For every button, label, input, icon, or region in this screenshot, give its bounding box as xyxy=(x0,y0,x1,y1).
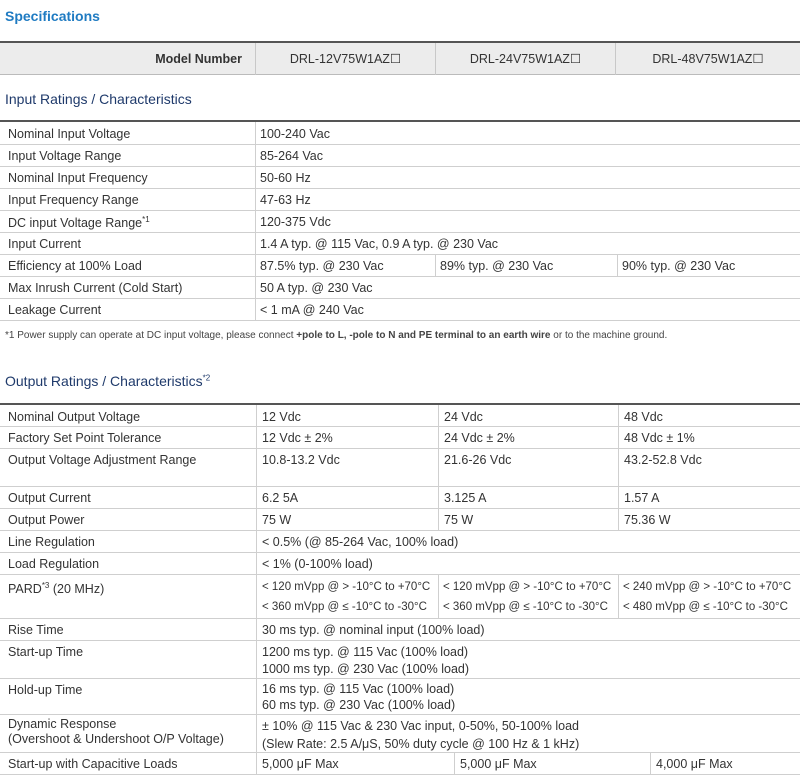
row-label: Factory Set Point Tolerance xyxy=(8,431,162,445)
row-value: 10.8-13.2 Vdc xyxy=(262,453,340,467)
input-section-title: Input Ratings / Characteristics xyxy=(5,91,192,107)
row-value: 50-60 Hz xyxy=(260,171,311,185)
row-label: Nominal Input Frequency xyxy=(8,171,148,185)
table-row xyxy=(0,449,800,487)
table-row xyxy=(0,487,800,509)
row-value: 1000 ms typ. @ 230 Vac (100% load) xyxy=(262,662,470,676)
row-label: Rise Time xyxy=(8,623,64,637)
row-value: 47-63 Hz xyxy=(260,193,311,207)
row-value: < 360 mVpp @ ≤ -10°C to -30°C xyxy=(262,601,427,613)
row-label: Line Regulation xyxy=(8,535,95,549)
row-value: < 1% (0-100% load) xyxy=(262,557,373,571)
model-12v: DRL-12V75W1AZ☐ xyxy=(289,52,402,66)
row-value: < 360 mVpp @ ≤ -10°C to -30°C xyxy=(443,601,608,613)
table-row xyxy=(0,509,800,531)
row-value: 90% typ. @ 230 Vac xyxy=(622,259,736,273)
row-value: < 240 mVpp @ > -10°C to +70°C xyxy=(623,581,792,593)
row-value: < 120 mVpp @ > -10°C to +70°C xyxy=(443,581,612,593)
row-label: DC input Voltage Range$^{*1}$ xyxy=(8,215,150,231)
row-label: Input Voltage Range xyxy=(8,149,122,163)
row-value: 89% typ. @ 230 Vac xyxy=(440,259,554,273)
table-row xyxy=(0,145,800,167)
row-value: < 0.5% (@ 85-264 Vac, 100% load) xyxy=(262,535,459,549)
row-value: 48 Vdc ± 1% xyxy=(624,431,695,445)
row-value: 4,000 μF Max xyxy=(656,757,733,771)
row-label: Load Regulation xyxy=(8,557,100,571)
row-value: 21.6-26 Vdc xyxy=(444,453,512,467)
table-row xyxy=(0,299,800,321)
row-value: 1200 ms typ. @ 115 Vac (100% load) xyxy=(262,645,469,659)
row-value: 50 A typ. @ 230 Vac xyxy=(260,281,373,295)
table-row xyxy=(0,427,800,449)
table-row xyxy=(0,122,800,145)
row-value: 87.5% typ. @ 230 Vac xyxy=(260,259,384,273)
row-value: 5,000 μF Max xyxy=(262,757,339,771)
row-label: Start-up with Capacitive Loads xyxy=(8,757,178,771)
table-row xyxy=(0,641,800,679)
footnote: *1 Power supply can operate at DC input voltage, please connect +pole to L, -pole to N and PE terminal to an earth wire or to the machine ground. xyxy=(5,330,668,341)
output-table xyxy=(0,403,800,771)
row-value: 12 Vdc ± 2% xyxy=(262,431,333,445)
model-number-header xyxy=(0,41,800,75)
row-value: 75.36 W xyxy=(624,513,671,527)
row-value: 60 ms typ. @ 230 Vac (100% load) xyxy=(262,698,456,712)
row-label: Input Current xyxy=(8,237,81,251)
table-row xyxy=(0,575,800,619)
row-value: 1.57 A xyxy=(624,491,660,505)
row-label: (Overshoot & Undershoot O/P Voltage) xyxy=(8,732,224,746)
row-value: 48 Vdc xyxy=(624,410,663,424)
row-value: 75 W xyxy=(262,513,292,527)
row-value: 6.2 5A xyxy=(262,491,299,505)
row-label: Efficiency at 100% Load xyxy=(8,259,142,273)
row-value: 43.2-52.8 Vdc xyxy=(624,453,702,467)
row-value: 24 Vdc ± 2% xyxy=(444,431,515,445)
row-value: (Slew Rate: 2.5 A/μS, 50% duty cycle @ 100 Hz & 1 kHz) xyxy=(262,737,580,751)
row-value: 24 Vdc xyxy=(444,410,483,424)
row-label: Output Current xyxy=(8,491,91,505)
row-value: 1.4 A typ. @ 115 Vac, 0.9 A typ. @ 230 Vac xyxy=(260,237,499,251)
table-row xyxy=(0,189,800,211)
input-table xyxy=(0,120,800,317)
row-label: Output Power xyxy=(8,513,85,527)
row-value: 120-375 Vdc xyxy=(260,215,331,229)
table-row xyxy=(0,753,800,775)
table-row xyxy=(0,233,800,255)
row-value: < 1 mA @ 240 Vac xyxy=(260,303,364,317)
row-value: 3.125 A xyxy=(444,491,487,505)
row-label: Max Inrush Current (Cold Start) xyxy=(8,281,183,295)
row-value: 5,000 μF Max xyxy=(460,757,537,771)
model-number-label: Model Number xyxy=(155,52,242,66)
table-row xyxy=(0,531,800,553)
row-label: Start-up Time xyxy=(8,645,84,659)
table-row xyxy=(0,679,800,715)
output-section-title: Output Ratings / Characteristics$^{*2}$ xyxy=(5,373,211,389)
row-value: 100-240 Vac xyxy=(260,127,330,141)
row-label: Leakage Current xyxy=(8,303,102,317)
table-row xyxy=(0,277,800,299)
row-value: 12 Vdc xyxy=(262,410,301,424)
row-label: Nominal Output Voltage xyxy=(8,410,141,424)
page-title: Specifications xyxy=(5,8,100,24)
model-48v: DRL-48V75W1AZ☐ xyxy=(652,52,764,66)
row-label: Input Frequency Range xyxy=(8,193,139,207)
table-row xyxy=(0,167,800,189)
row-value: 75 W xyxy=(444,513,474,527)
row-label: Dynamic Response xyxy=(8,717,117,731)
table-row xyxy=(0,211,800,233)
row-label: Hold-up Time xyxy=(8,683,83,697)
row-value: 30 ms typ. @ nominal input (100% load) xyxy=(262,623,485,637)
row-value: 85-264 Vac xyxy=(260,149,324,163)
table-row xyxy=(0,619,800,641)
row-label: Nominal Input Voltage xyxy=(8,127,131,141)
table-row xyxy=(0,715,800,753)
row-label: PARD$^{*3}$ (20 MHz) xyxy=(8,581,105,597)
table-row xyxy=(0,405,800,427)
row-value: 16 ms typ. @ 115 Vac (100% load) xyxy=(262,682,455,696)
model-24v: DRL-24V75W1AZ☐ xyxy=(469,52,582,66)
row-label: Output Voltage Adjustment Range xyxy=(8,453,197,467)
table-row xyxy=(0,255,800,277)
row-value: ± 10% @ 115 Vac & 230 Vac input, 0-50%, 50-100% load xyxy=(262,719,579,733)
row-value: < 120 mVpp @ > -10°C to +70°C xyxy=(262,581,431,593)
row-value: < 480 mVpp @ ≤ -10°C to -30°C xyxy=(623,601,788,613)
table-row xyxy=(0,553,800,575)
